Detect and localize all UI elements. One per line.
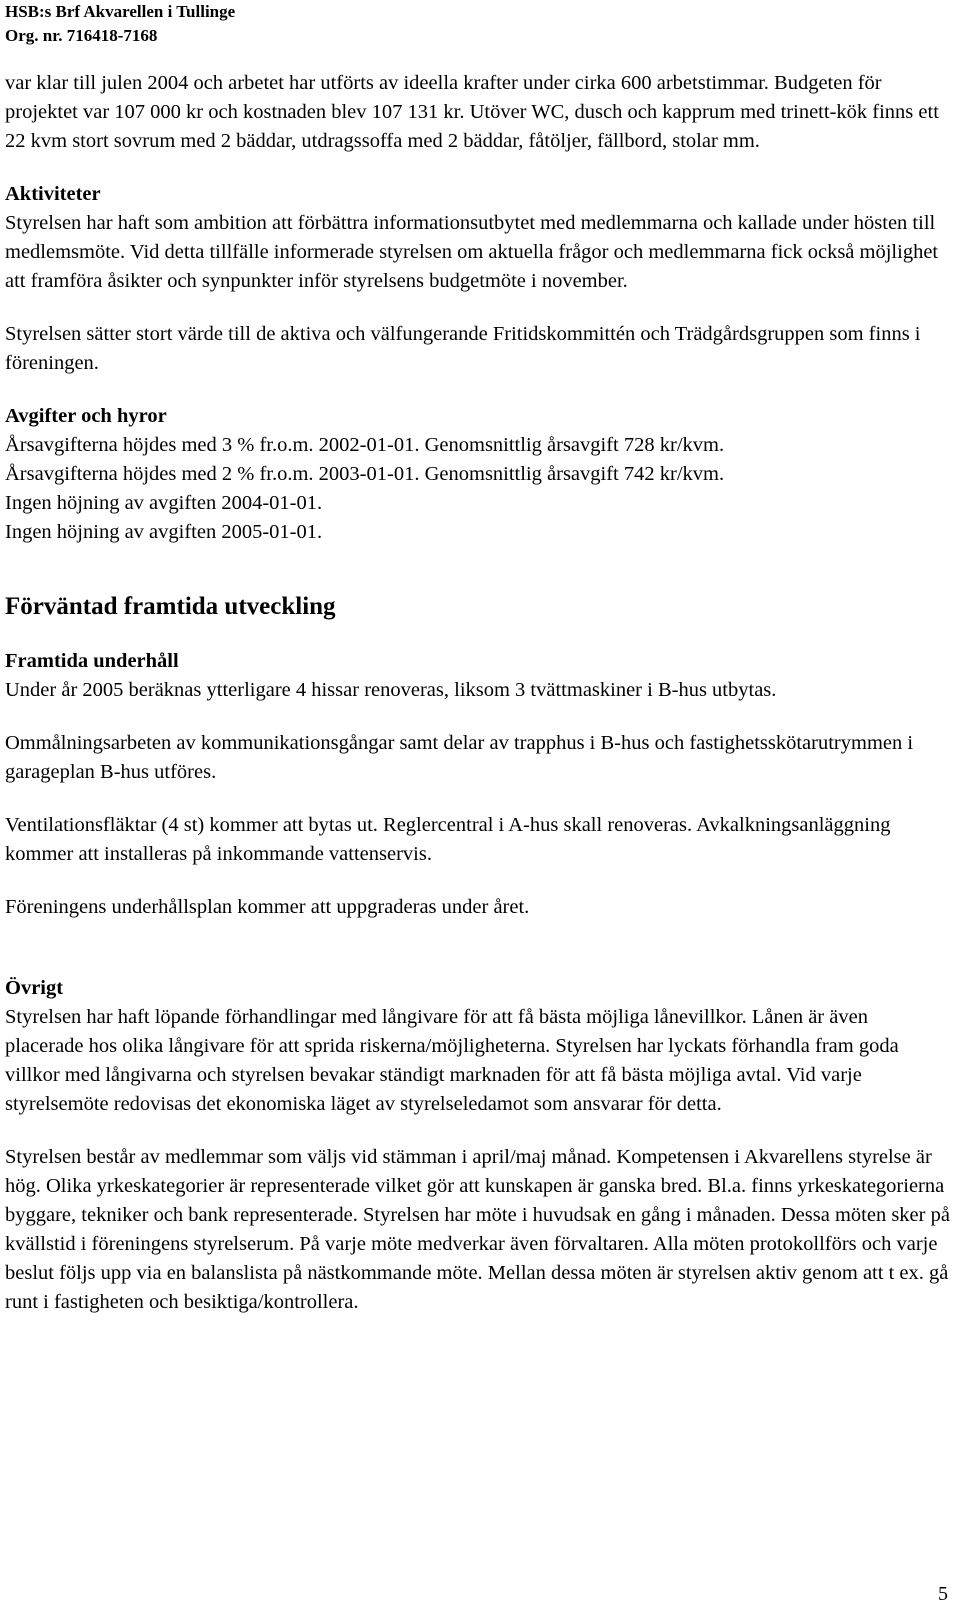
ovrigt-paragraph-1: Styrelsen har haft löpande förhandlingar med långivare för att få bästa möjliga lånevillkor. Lånen är även placerade hos olika långivare för att sprida riskerna/möjligheterna. Styrelsen har lyckats förhandla fram goda villkor med långivarna och styrelsen bevakar ständigt marknaden för att få bästa möjliga avtal. Vid varje styrelsemöte redovisas det ekonomiska läget av styrelseledamot som ansvarar för detta. — [5, 1006, 899, 1115]
page-number: 5 — [938, 1583, 948, 1605]
document-body — [5, 69, 950, 1317]
framtid-paragraph-4: Föreningens underhållsplan kommer att uppgraderas under året. — [5, 896, 530, 918]
avgifter-line: Årsavgifterna höjdes med 2 % fr.o.m. 2003-01-01. Genomsnittlig årsavgift 742 kr/kvm. — [5, 463, 725, 485]
aktiviteter-paragraph-2: Styrelsen sätter stort värde till de aktiva och välfungerande Fritidskommittén och Trädgårdsgruppen som finns i föreningen. — [5, 323, 921, 374]
framtid-paragraph-2: Ommålningsarbeten av kommunikationsgångar samt delar av trapphus i B-hus och fastighetsskötarutrymmen i garageplan B-hus utföres. — [5, 732, 914, 783]
aktiviteter-paragraph-1: Styrelsen har haft som ambition att förbättra informationsutbytet med medlemmarna och kallade under hösten till medlemsmöte. Vid detta tillfälle informerade styrelsen om aktuella frågor och medlemmarna fick också möjlighet att framföra åsikter och synpunkter inför styrelsens budgetmöte i november. — [5, 212, 939, 292]
intro-paragraph: var klar till julen 2004 och arbetet har utförts av ideella krafter under cirka 600 arbetstimmar. Budgeten för projektet var 107 000 kr och kostnaden blev 107 131 kr. Utöver WC, dusch och kapprum med trinett-kök finns ett 22 kvm stort sovrum med 2 bäddar, utdragssoffa med 2 bäddar, fåtöljer, fällbord, stolar mm. — [5, 72, 939, 152]
subheading-framtida-underhall: Framtida underhåll — [5, 650, 179, 672]
section-heading-aktiviteter: Aktiviteter — [5, 183, 101, 205]
avgifter-line: Ingen höjning av avgiften 2005-01-01. — [5, 521, 323, 543]
page-header — [5, 0, 235, 48]
framtid-paragraph-3: Ventilationsfläktar (4 st) kommer att bytas ut. Reglercentral i A-hus skall renoveras. Avkalkningsanläggning kommer att installeras på inkommande vattenservis. — [5, 814, 891, 865]
avgifter-line: Årsavgifterna höjdes med 3 % fr.o.m. 2002-01-01. Genomsnittlig årsavgift 728 kr/kvm. — [5, 434, 725, 456]
avgifter-line: Ingen höjning av avgiften 2004-01-01. — [5, 492, 323, 514]
section-heading-ovrigt: Övrigt — [5, 977, 64, 999]
framtid-paragraph-1: Under år 2005 beräknas ytterligare 4 hissar renoveras, liksom 3 tvättmaskiner i B-hus utbytas. — [5, 679, 777, 701]
association-name: HSB:s Brf Akvarellen i Tullinge — [5, 2, 236, 21]
ovrigt-paragraph-2: Styrelsen består av medlemmar som väljs vid stämman i april/maj månad. Kompetensen i Akvarellens styrelse är hög. Olika yrkeskategorier är representerade vilket gör att kunskapen är ganska bred. Bl.a. finns yrkeskategorierna byggare, tekniker och bank representerade. Styrelsen har möte i huvudsak en gång i månaden. Dessa möten sker på kvällstid i föreningens styrelserum. På varje möte medverkar även förvaltaren. Alla möten protokollförs och varje beslut följs upp via en balanslista på nästkommande möte. Mellan dessa möten är styrelsen aktiv genom att t ex. gå runt i fastigheten och besiktiga/kontrollera. — [5, 1146, 950, 1313]
org-number: Org. nr. 716418-7168 — [5, 26, 158, 45]
section-heading-avgifter: Avgifter och hyror — [5, 405, 167, 427]
section-heading-framtid: Förväntad framtida utveckling — [5, 593, 336, 620]
